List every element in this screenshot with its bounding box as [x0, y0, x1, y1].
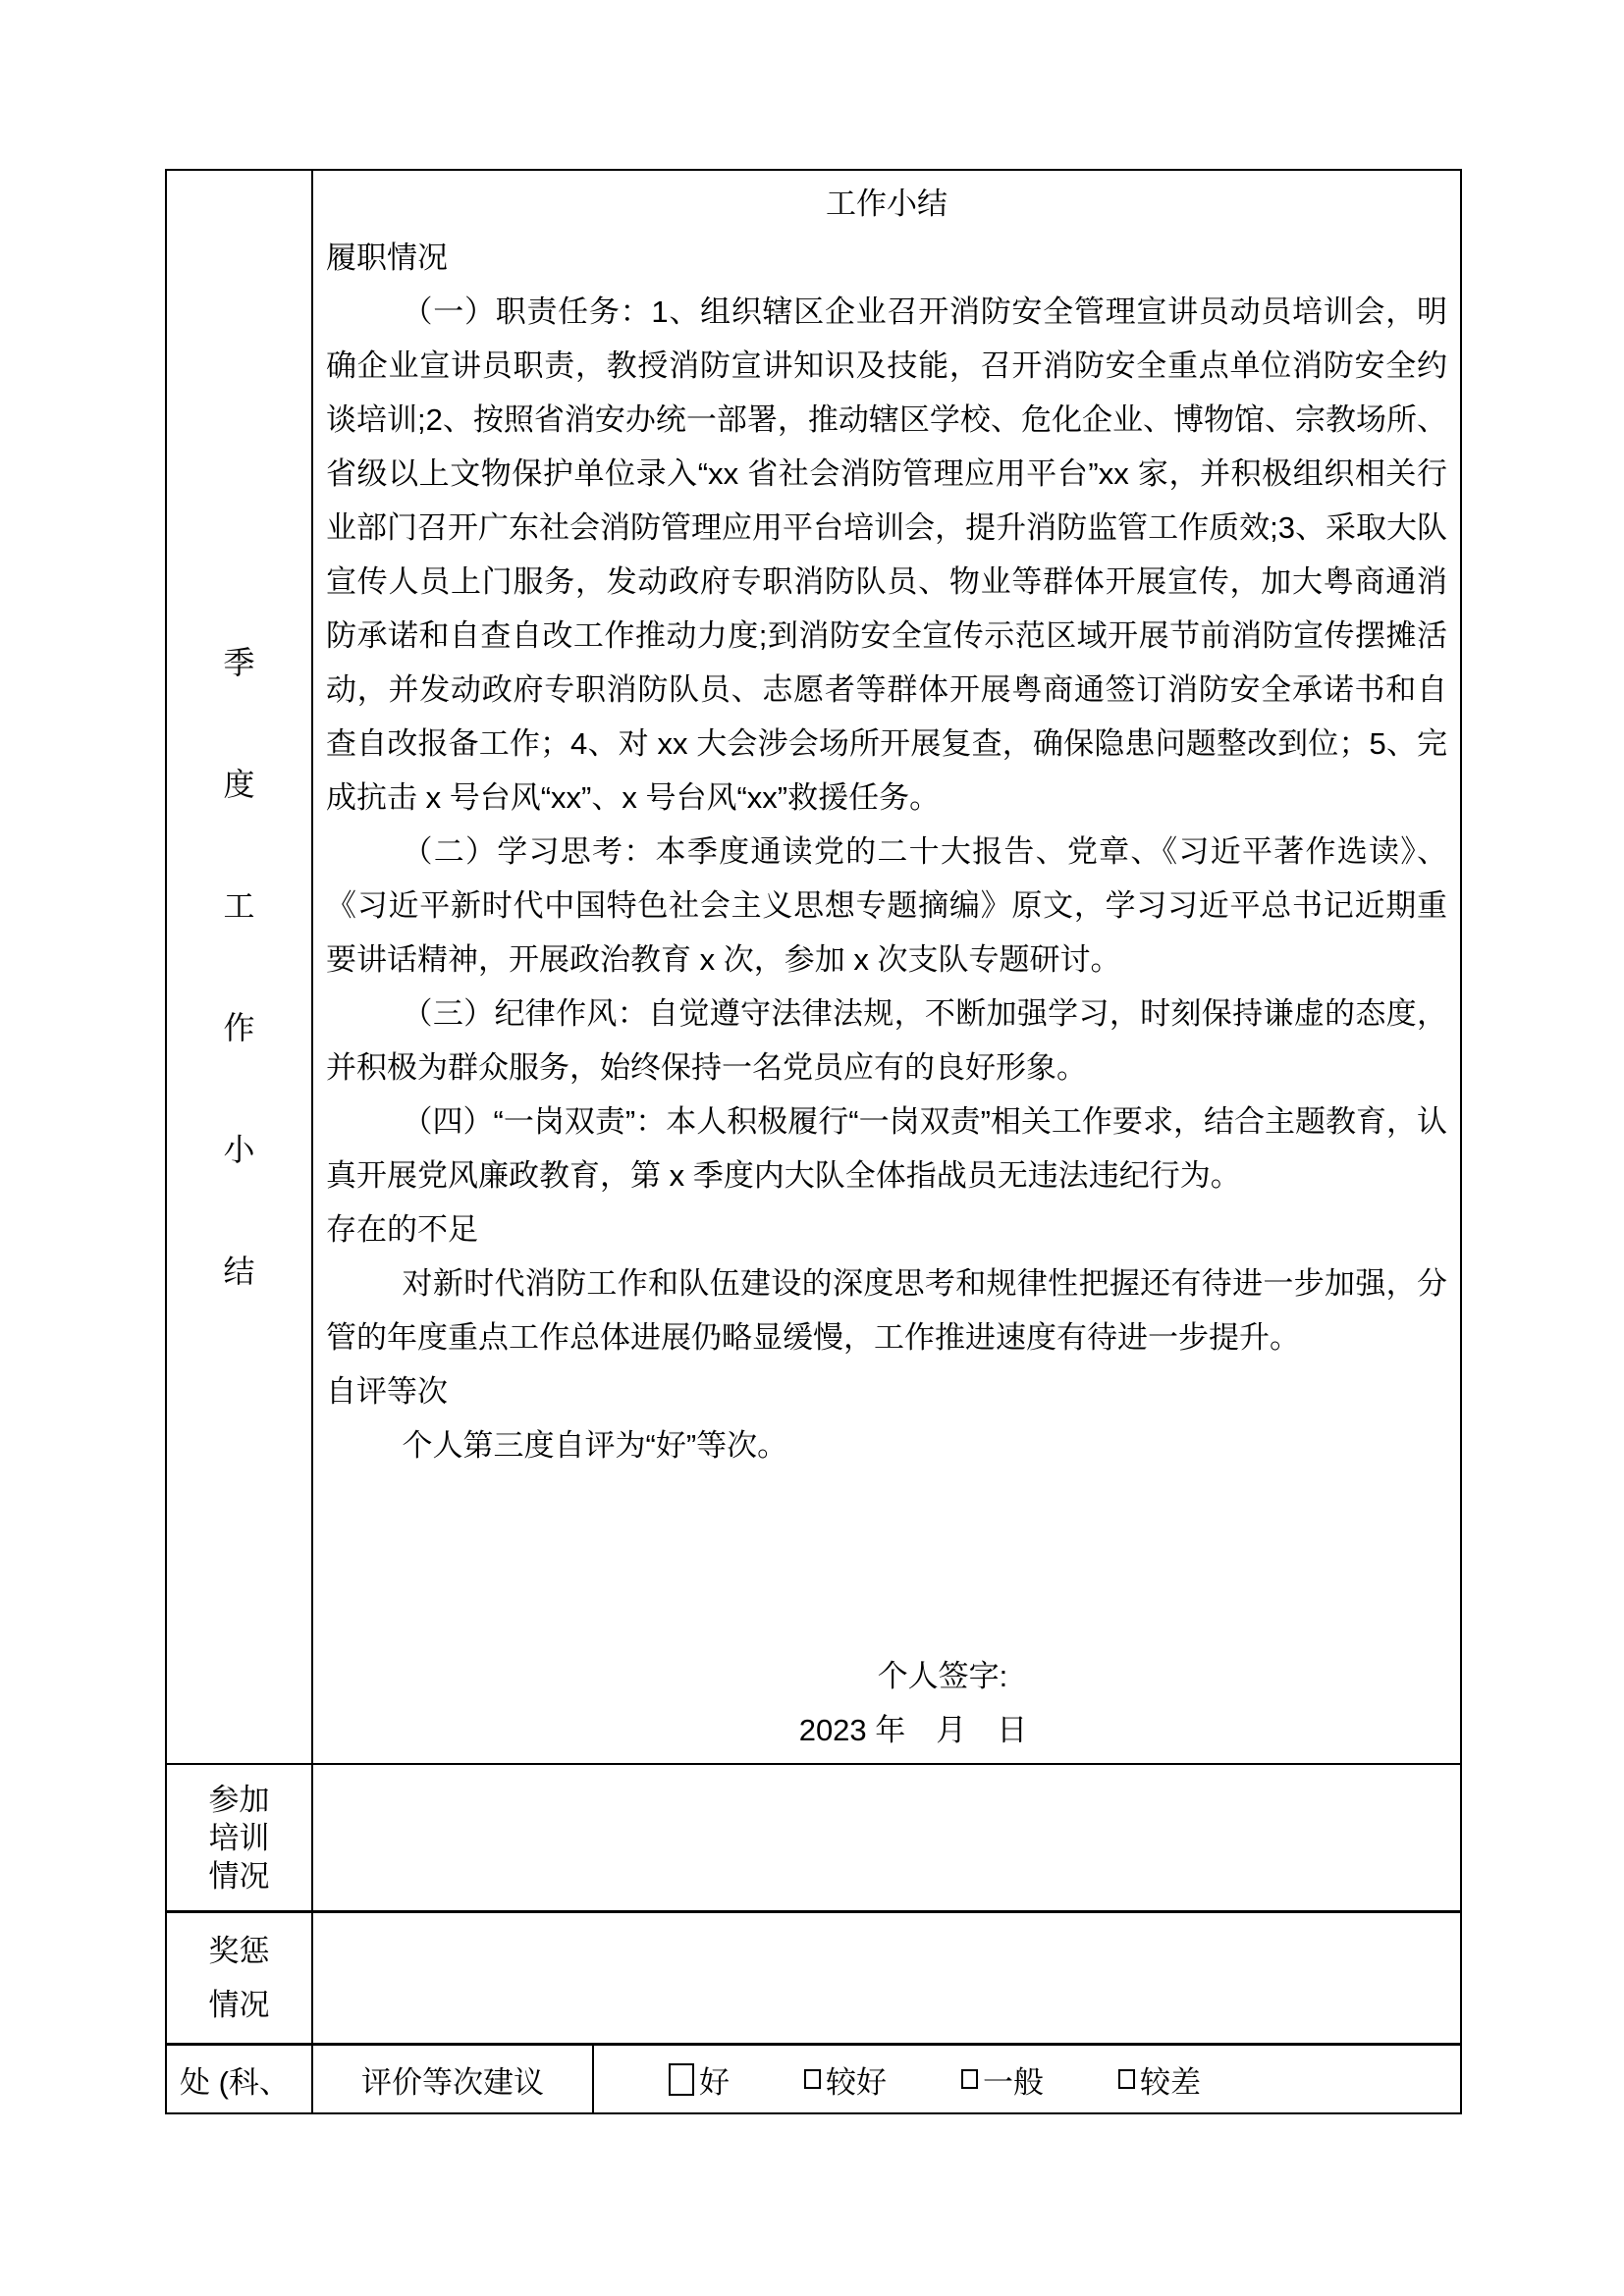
- option-label: 较好: [826, 2064, 887, 2100]
- row-header-training: [167, 1765, 313, 1910]
- option-good[interactable]: [669, 2057, 730, 2102]
- row-header-quarterly-summary: [167, 171, 313, 1763]
- header-line: 奖惩: [208, 1934, 270, 1968]
- row-header-rewards: [167, 1913, 313, 2043]
- evaluation-suggestion-label: [313, 2046, 594, 2112]
- header-line: 情况: [208, 1858, 270, 1894]
- suggestion-label-text: 评价等次建议: [361, 2064, 544, 2100]
- checkbox-icon[interactable]: [961, 2069, 978, 2089]
- option-poor[interactable]: [1118, 2057, 1201, 2102]
- option-fairly-good[interactable]: [804, 2057, 887, 2102]
- checkbox-icon[interactable]: [804, 2069, 821, 2089]
- vertical-header-char: 季: [223, 645, 255, 680]
- training-row: [167, 1763, 1460, 1910]
- summary-paragraph: 自评等次: [326, 1374, 448, 1409]
- signature-date: 2023 年 月 日: [798, 1713, 1028, 1747]
- vertical-header-char: 度: [223, 767, 255, 802]
- signature-label: 个人签字:: [877, 1659, 1008, 1693]
- vertical-header-char: 结: [223, 1254, 255, 1289]
- evaluation-row: [167, 2043, 1460, 2112]
- checkbox-icon[interactable]: [1118, 2069, 1135, 2089]
- summary-content-cell[interactable]: [313, 171, 1460, 1763]
- option-label: 一般: [983, 2064, 1044, 2100]
- option-label: 较差: [1140, 2064, 1201, 2100]
- summary-paragraph: （四）“一岗双责”：本人积极履行“一岗双责”相关工作要求，结合主题教育，认真开展党风廉政教育，第 x 季度内大队全体指战员无违法违纪行为。: [326, 1104, 1447, 1193]
- header-line: 参加: [208, 1782, 270, 1817]
- summary-paragraph: （一）职责任务：1、组织辖区企业召开消防安全管理宣讲员动员培训会，明确企业宣讲员职责，教授消防宣讲知识及技能，召开消防安全重点单位消防安全约谈培训;2、按照省消安办统一部署，推动辖区学校、危化企业、博物馆、宗教场所、省级以上文物保护单位录入“xx 省社会消防管理应用平台”xx 家，并积极组织相关行业部门召开广东社会消防管理应用平台培训会，提升消防监管工作质效;3、采取大队宣传人员上门服务，发动政府专职消防队员、物业等群体开展宣传，加大粤商通消防承诺和自查自改工作推动力度;到消防安全宣传示范区域开展节前消防宣传摆摊活动，并发动政府专职消防队员、志愿者等群体开展粤商通签订消防安全承诺书和自查自改报备工作；4、对 xx 大会涉会场所开展复查，确保隐患问题整改到位；5、完成抗击 x 号台风“xx”、x 号台风“xx”救援任务。: [326, 294, 1447, 815]
- vertical-header-char: 工: [223, 888, 255, 924]
- vertical-header-char: 小: [223, 1132, 255, 1167]
- signature-block: [313, 1649, 1460, 1757]
- option-label: 好: [699, 2064, 730, 2100]
- summary-paragraph: （三）纪律作风：自觉遵守法律法规，不断加强学习，时刻保持谦虚的态度，并积极为群众服务，始终保持一名党员应有的良好形象。: [326, 996, 1447, 1085]
- header-line: 培训: [208, 1820, 270, 1855]
- header-line: 处 (科、: [180, 2064, 290, 2100]
- summary-paragraph: （二）学习思考：本季度通读党的二十大报告、党章、《习近平著作选读》、《习近平新时代中国特色社会主义思想专题摘编》原文，学习习近平总书记近期重要讲话精神，开展政治教育 x 次，参加 x 次支队专题研讨。: [326, 834, 1447, 977]
- header-line: 情况: [208, 1988, 270, 2022]
- summary-paragraph: 对新时代消防工作和队伍建设的深度思考和规律性把握还有待进一步加强，分管的年度重点工作总体进展仍略显缓慢，工作推进速度有待进一步提升。: [326, 1266, 1447, 1355]
- row-header-dept-opinion: [167, 2046, 313, 2112]
- summary-paragraph: 个人第三度自评为“好”等次。: [402, 1428, 788, 1463]
- rewards-row: [167, 1910, 1460, 2043]
- summary-paragraph: 存在的不足: [326, 1212, 478, 1247]
- work-summary-title: 工作小结: [826, 187, 947, 221]
- option-average[interactable]: [961, 2057, 1044, 2102]
- checkbox-icon[interactable]: [669, 2063, 694, 2096]
- summary-paragraph: 履职情况: [326, 240, 448, 275]
- quarterly-work-summary-form: [165, 169, 1462, 2114]
- training-content-cell[interactable]: [313, 1765, 1460, 1910]
- evaluation-options-group: [594, 2046, 1460, 2112]
- summary-row: [167, 171, 1460, 1763]
- rewards-content-cell[interactable]: [313, 1913, 1460, 2043]
- vertical-header-char: 作: [223, 1010, 255, 1045]
